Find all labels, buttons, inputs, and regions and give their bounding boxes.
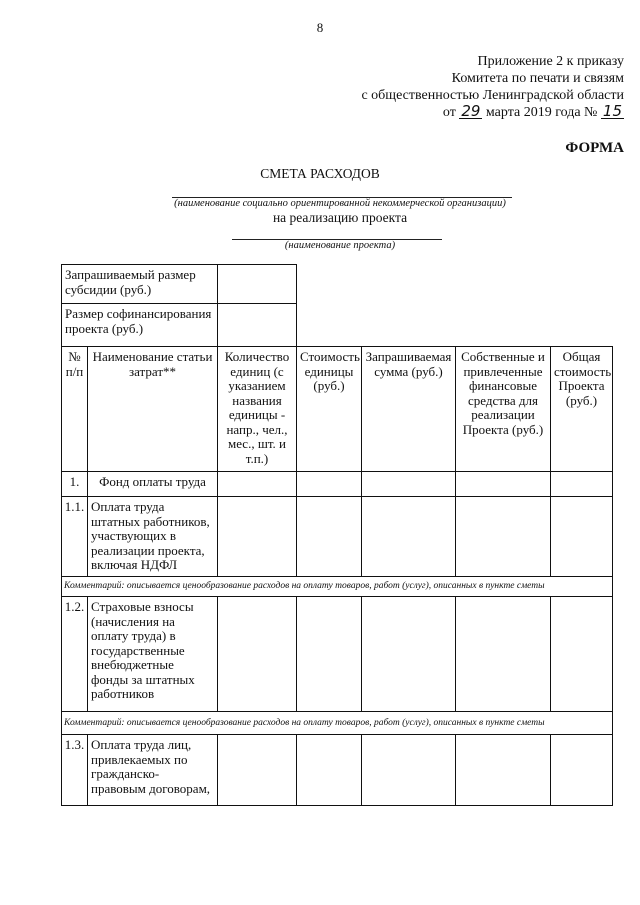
- row-name: Фонд оплаты труда: [87, 471, 218, 497]
- page-number: 8: [316, 20, 324, 35]
- project-name-hint: (наименование проекта): [284, 240, 396, 251]
- requested-subsidy-value: [217, 264, 297, 304]
- row-name: Оплата труда лиц, привлекаемых по гражданско-правовым договорам,: [87, 734, 218, 806]
- row-cell: [455, 471, 551, 497]
- row-cell: [455, 496, 551, 577]
- row-name: Страховые взносы (начисления на оплату труда) в государственные внебюджетные фонды за штатных работников: [87, 596, 218, 712]
- appendix-line-2: Комитета по печати и связям: [451, 71, 624, 86]
- row-cell: [361, 496, 456, 577]
- handwritten-number: 15: [602, 102, 622, 120]
- row-cell: [455, 596, 551, 712]
- col-header-requested-sum: Запрашиваемая сумма (руб.): [361, 346, 456, 472]
- date-middle: марта 2019 года №: [485, 105, 598, 120]
- row-cell: [217, 471, 297, 497]
- row-cell: [550, 734, 613, 806]
- cofinancing-value: [217, 303, 297, 347]
- cofinancing-label: Размер софинансирования проекта (руб.): [61, 303, 218, 347]
- requested-subsidy-label: Запрашиваемый размер субсидии (руб.): [61, 264, 218, 304]
- row-cell: [550, 596, 613, 712]
- col-header-num: № п/п: [61, 346, 88, 472]
- handwritten-day: 29: [461, 102, 481, 120]
- project-caption: на реализацию проекта: [272, 210, 408, 225]
- row-num: 1.2.: [61, 596, 88, 712]
- row-cell: [296, 734, 362, 806]
- row-name: Оплата труда штатных работников, участвующих в реализации проекта, включая НДФЛ: [87, 496, 218, 577]
- row-cell: [361, 734, 456, 806]
- row-cell: [217, 496, 297, 577]
- col-header-name: Наименование статьи затрат**: [87, 346, 218, 472]
- comment-prefix: Комментарий:: [64, 581, 125, 591]
- row-cell: [361, 596, 456, 712]
- row-cell: [296, 596, 362, 712]
- row-cell: [550, 471, 613, 497]
- row-cell: [361, 471, 456, 497]
- comment-text: описывается ценообразование расходов на оплату товаров, работ (услуг), описанных в пункте сметы: [126, 718, 545, 728]
- org-name-hint: (наименование социально ориентированной некоммерческой организации): [174, 198, 506, 209]
- col-header-unit-cost: Стоимость единицы (руб.): [296, 346, 362, 472]
- document-title: СМЕТА РАСХОДОВ: [260, 166, 380, 181]
- col-header-qty: Количество единиц (с указанием названия единицы - напр., чел., мес., шт. и т.п.): [217, 346, 297, 472]
- row-num: 1.1.: [61, 496, 88, 577]
- date-prefix: от: [442, 105, 456, 120]
- col-header-total: Общая стоимость Проекта (руб.): [550, 346, 613, 472]
- row-num: 1.: [61, 471, 88, 497]
- appendix-line-4: [442, 102, 624, 121]
- comment-prefix: Комментарий:: [64, 718, 125, 728]
- form-label: ФОРМА: [565, 140, 624, 156]
- comment-text: описывается ценообразование расходов на оплату товаров, работ (услуг), описанных в пункте сметы: [126, 581, 545, 591]
- row-cell: [217, 596, 297, 712]
- row-cell: [455, 734, 551, 806]
- appendix-line-3: с общественностью Ленинградской области: [361, 88, 624, 103]
- row-num: 1.3.: [61, 734, 88, 806]
- comment-row: [61, 711, 613, 735]
- row-cell: [217, 734, 297, 806]
- row-cell: [550, 496, 613, 577]
- appendix-line-1: Приложение 2 к приказу: [477, 54, 624, 69]
- row-cell: [296, 471, 362, 497]
- col-header-own-funds: Собственные и привлеченные финансовые средства для реализации Проекта (руб.): [455, 346, 551, 472]
- row-cell: [296, 496, 362, 577]
- comment-row: [61, 576, 613, 597]
